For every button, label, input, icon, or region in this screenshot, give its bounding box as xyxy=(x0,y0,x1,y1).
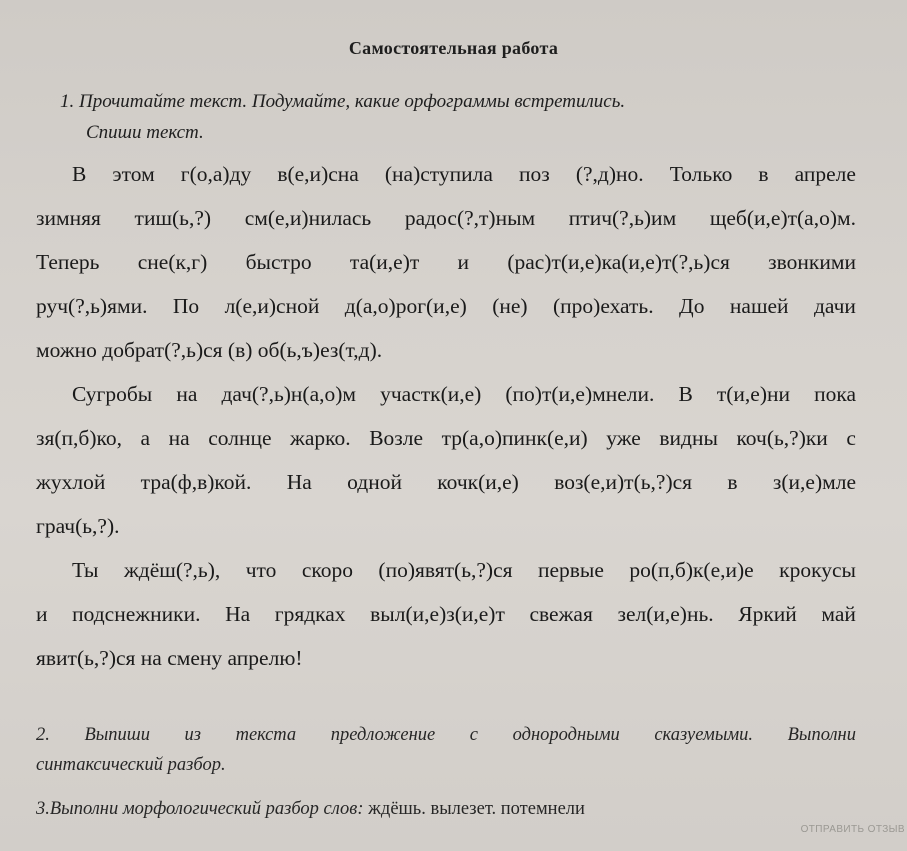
word: зимняя xyxy=(36,206,101,230)
word: однородными xyxy=(512,725,620,745)
word: кочк(и,е) xyxy=(437,470,519,494)
task-2-instruction xyxy=(36,720,856,750)
word: жарко. xyxy=(290,426,351,450)
passage-line xyxy=(36,196,856,240)
word: скоро xyxy=(301,558,353,582)
word: радос(?,т)ным xyxy=(404,206,536,230)
word: см(е,и)нилась xyxy=(244,206,372,230)
word: Возле xyxy=(369,426,424,450)
word: этом xyxy=(112,162,155,186)
word: подснежники. xyxy=(72,602,201,626)
word: (?,д)но. xyxy=(575,162,644,186)
word: Теперь xyxy=(36,250,100,274)
word: коч(ь,?)ки xyxy=(736,426,828,450)
word: дач(?,ь)н(а,о)м xyxy=(221,382,357,406)
task-1 xyxy=(60,86,625,148)
word: В xyxy=(678,382,693,406)
word: птич(?,ь)им xyxy=(568,206,677,230)
passage-line: можно добрат(?,ь)ся (в) об(ь,ъ)ез(т,д). xyxy=(36,338,383,362)
passage-line xyxy=(36,592,856,636)
passage-line xyxy=(36,416,856,460)
word: сне(к,г) xyxy=(137,250,208,274)
word: тра(ф,в)кой. xyxy=(140,470,252,494)
word: апреле xyxy=(794,162,856,186)
passage-line: грач(ь,?). xyxy=(36,514,120,538)
word: выл(и,е)з(и,е)т xyxy=(370,602,505,626)
word: одной xyxy=(347,470,402,494)
word: Ты xyxy=(72,558,99,582)
word: (по)явят(ь,?)ся xyxy=(378,558,513,582)
word: быстро xyxy=(245,250,312,274)
word: тр(а,о)пинк(е,и) xyxy=(441,426,588,450)
word: а xyxy=(140,426,151,450)
word: тиш(ь,?) xyxy=(134,206,212,230)
word: в xyxy=(758,162,769,186)
word: л(е,и)сной xyxy=(224,294,320,318)
word: До xyxy=(679,294,705,318)
word: дачи xyxy=(813,294,856,318)
word: крокусы xyxy=(779,558,856,582)
word: свежая xyxy=(529,602,593,626)
word: (про)ехать. xyxy=(553,294,654,318)
word: (по)т(и,е)мнели. xyxy=(505,382,655,406)
send-feedback-button[interactable]: ОТПРАВИТЬ ОТЗЫВ xyxy=(800,824,905,835)
word: первые xyxy=(537,558,604,582)
word: з(и,е)мле xyxy=(772,470,856,494)
word: из xyxy=(184,725,202,745)
word: уже xyxy=(606,426,641,450)
word: сказуемыми. xyxy=(654,725,754,745)
word: в(е,и)сна xyxy=(277,162,359,186)
word: т(и,е)ни xyxy=(716,382,790,406)
word: руч(?,ь)ями. xyxy=(36,294,148,318)
word: и xyxy=(36,602,48,626)
word: 2. xyxy=(36,725,50,745)
task-1-instruction: 1. Прочитайте текст. Подумайте, какие орфограммы встретились. xyxy=(60,91,626,112)
word: нашей xyxy=(729,294,789,318)
word: звонкими xyxy=(768,250,856,274)
word: текста xyxy=(235,725,297,745)
word: воз(е,и)т(ь,?)ся xyxy=(554,470,693,494)
word: (рас)т(и,е)ка(и,е)т(?,ь)ся xyxy=(507,250,730,274)
word: Выполни xyxy=(787,725,856,745)
passage-line xyxy=(36,152,856,196)
word: с xyxy=(469,725,479,745)
task-2 xyxy=(36,720,858,780)
task-3-words: ждёшь. вылезет. потемнели xyxy=(363,799,585,819)
word: д(а,о)рог(и,е) xyxy=(344,294,467,318)
passage-line xyxy=(36,372,856,416)
task-3 xyxy=(36,796,585,822)
word: поз xyxy=(519,162,550,186)
word: ро(п,б)к(е,и)е xyxy=(629,558,754,582)
word: видны xyxy=(659,426,718,450)
passage-line: явит(ь,?)ся на смену апрелю! xyxy=(36,646,303,670)
passage-line xyxy=(36,240,856,284)
word: На xyxy=(286,470,312,494)
word: Яркий xyxy=(738,602,797,626)
word: Выпиши xyxy=(84,725,150,745)
passage-line xyxy=(36,284,856,328)
word: май xyxy=(821,602,856,626)
word: На xyxy=(225,602,251,626)
word: участк(и,е) xyxy=(380,382,482,406)
passage-line xyxy=(36,460,856,504)
word: грядках xyxy=(274,602,346,626)
word: в xyxy=(727,470,738,494)
word: (не) xyxy=(492,294,528,318)
word: Сугробы xyxy=(72,382,153,406)
word: солнце xyxy=(208,426,272,450)
word: на xyxy=(176,382,198,406)
passage-line xyxy=(36,548,856,592)
word: В xyxy=(72,162,87,186)
word: г(о,а)ду xyxy=(180,162,252,186)
word: и xyxy=(457,250,470,274)
word: предложение xyxy=(330,725,436,745)
word: та(и,е)т xyxy=(349,250,420,274)
word: с xyxy=(846,426,856,450)
word: ждёш(?,ь), xyxy=(123,558,221,582)
word: пока xyxy=(814,382,856,406)
page-title: Самостоятельная работа xyxy=(348,38,559,58)
word: что xyxy=(245,558,277,582)
word: на xyxy=(168,426,190,450)
word: Только xyxy=(669,162,733,186)
dictation-passage xyxy=(36,152,856,680)
task-2-instruction-cont: синтаксический разбор. xyxy=(36,755,226,775)
word: (на)ступила xyxy=(384,162,493,186)
word: По xyxy=(172,294,200,318)
word: зел(и,е)нь. xyxy=(617,602,714,626)
task-1-instruction-cont: Спиши текст. xyxy=(86,122,204,143)
word: зя(п,б)ко, xyxy=(36,426,122,450)
word: щеб(и,е)т(а,о)м. xyxy=(709,206,856,230)
word: жухлой xyxy=(36,470,106,494)
task-3-label: 3.Выполни морфологический разбор слов: xyxy=(36,799,364,819)
